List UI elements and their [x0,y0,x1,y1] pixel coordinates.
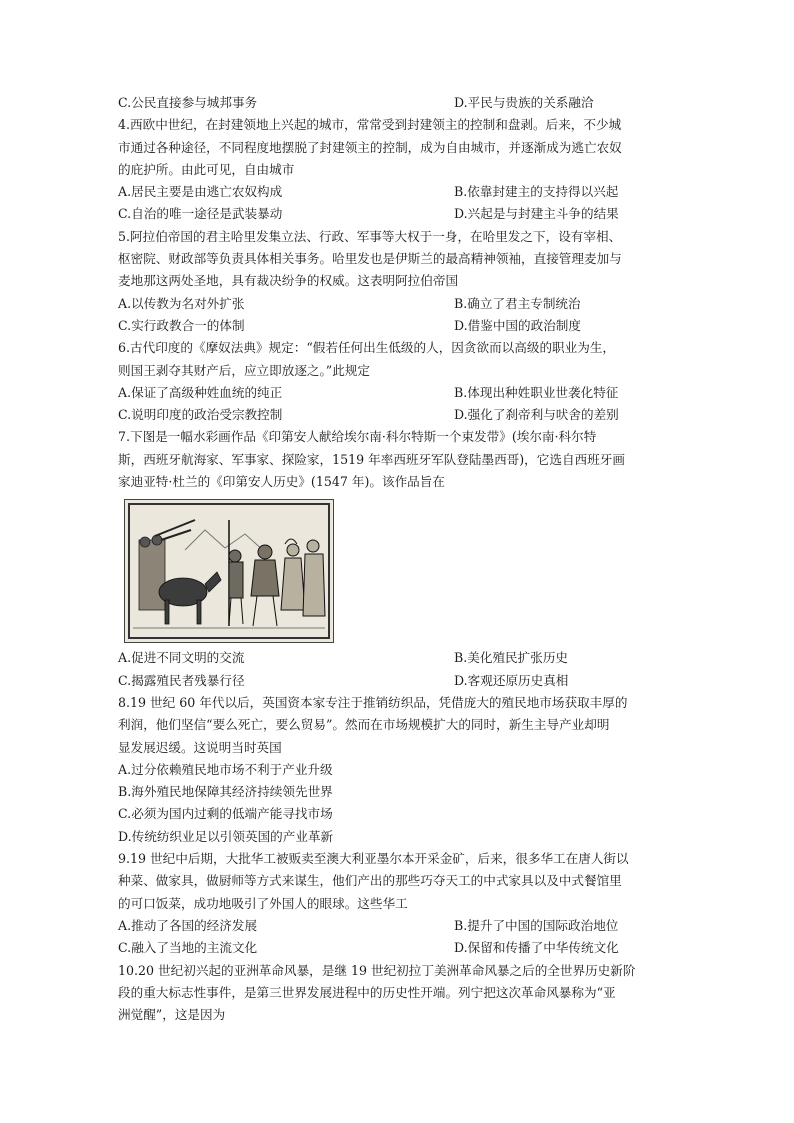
q8-option-b[interactable]: B.海外殖民地保障其经济持续领先世界 [118,784,333,800]
q4-stem-line: 4.西欧中世纪，在封建领地上兴起的城市，常常受到封建领主的控制和盘剥。后来，不少城 [118,117,622,133]
q6-option-a[interactable]: A.保证了高级种姓血统的纯正 [118,384,283,400]
q8-stem-line: 显发展迟缓。这说明当时英国 [118,739,282,755]
q4-option-c[interactable]: C.自治的唯一途径是武装暴动 [118,206,283,222]
q7-option-c[interactable]: C.揭露殖民者残暴行径 [118,672,245,688]
q5-option-c[interactable]: C.实行政教合一的体制 [118,317,245,333]
question-9 [118,848,678,959]
q6-options-cd [118,404,678,426]
q6-option-b[interactable]: B.体现出种姓职业世袭化特征 [454,384,619,400]
q7-options-cd [118,670,678,692]
q3-options-cd [118,92,678,114]
q5-option-d[interactable]: D.借鉴中国的政治制度 [454,317,581,333]
q9-options-ab [118,915,678,937]
q7-stem-line: 家迪亚特·杜兰的《印第安人历史》(1547 年)。该作品旨在 [118,474,445,490]
q9-option-a[interactable]: A.推动了各国的经济发展 [118,917,258,933]
question-7 [118,426,678,691]
q4-option-a[interactable]: A.居民主要是由逃亡农奴构成 [118,184,283,200]
q7-stem-line: 斯，西班牙航海家、军事家、探险家，1519 年率西班牙军队登陆墨西哥)，它选自西班牙画 [118,451,625,467]
q7-options-ab [118,647,678,669]
q6-stem-line: 则国王剥夺其财产后，应立即放逐之。”此规定 [118,362,371,378]
q8-option-a[interactable]: A.过分依赖殖民地市场不利于产业升级 [118,761,333,777]
watercolor-illustration-image [125,500,333,642]
q10-stem-line: 10.20 世纪初兴起的亚洲革命风暴，是继 19 世纪初拉丁美洲革命风暴之后的全世界历史新阶 [118,962,636,978]
q9-option-d[interactable]: D.保留和传播了中华传统文化 [454,940,619,956]
q9-stem-line: 9.19 世纪中后期，大批华工被贩卖至澳大利亚墨尔本开采金矿，后来，很多华工在唐人街以 [118,851,629,867]
q7-option-b[interactable]: B.美化殖民扩张历史 [454,650,569,666]
q5-stem-line: 5.阿拉伯帝国的君主哈里发集立法、行政、军事等大权于一身，在哈里发之下，设有宰相、 [118,228,622,244]
q8-stem-line: 利润，他们坚信“要么死亡，要么贸易”。然而在市场规模扩大的同时，新生主导产业却明 [118,717,610,733]
q5-stem-line: 麦地那这两处圣地，具有裁决纷争的权威。这表明阿拉伯帝国 [118,273,459,289]
q9-stem-line: 种菜、做家具，做厨师等方式来谋生，他们产出的那些巧夺天工的中式家具以及中式餐馆里 [118,873,622,889]
q8-stem-line: 8.19 世纪 60 年代以后，英国资本家专注于推销纺织品，凭借庞大的殖民地市场获取丰厚的 [118,694,628,710]
q4-option-b[interactable]: B.依靠封建主的支持得以兴起 [454,184,619,200]
question-10 [118,960,678,1027]
q7-option-a[interactable]: A.促进不同文明的交流 [118,650,245,666]
q9-options-cd [118,937,678,959]
q10-stem-line: 洲觉醒”，这是因为 [118,1007,226,1023]
q8-option-d[interactable]: D.传统纺织业足以引领英国的产业革新 [118,828,334,844]
q5-option-a[interactable]: A.以传教为名对外扩张 [118,295,245,311]
q6-options-ab [118,382,678,404]
q4-stem-line: 的庇护所。由此可见，自由城市 [118,161,295,177]
question-4 [118,114,678,225]
q9-option-b[interactable]: B.提升了中国的国际政治地位 [454,917,619,933]
q9-stem-line: 的可口饭菜，成功地吸引了外国人的眼球。这些华工 [118,895,408,911]
q3-option-d[interactable]: D.平民与贵族的关系融洽 [454,95,594,110]
question-5 [118,226,678,337]
q5-stem-line: 枢密院、财政部等负责具体相关事务。哈里发也是伊斯兰的最高精神领袖，直接管理麦加与 [118,251,622,267]
q4-options-cd [118,203,678,225]
q6-stem-line: 6.古代印度的《摩奴法典》规定：“假若任何出生低级的人，因贪欲而以高级的职业为生， [118,340,616,356]
q8-option-c[interactable]: C.必须为国内过剩的低端产能寻找市场 [118,806,333,822]
q9-option-c[interactable]: C.融入了当地的主流文化 [118,940,258,956]
q3-option-c[interactable]: C.公民直接参与城邦事务 [118,95,258,110]
watercolor-illustration [124,499,334,643]
exam-page [118,92,678,1026]
question-8 [118,692,678,848]
q7-option-d[interactable]: D.客观还原历史真相 [454,672,569,688]
q5-options-cd [118,315,678,337]
q5-options-ab [118,293,678,315]
q6-option-d[interactable]: D.强化了刹帝利与吠舍的差别 [454,407,619,423]
q4-option-d[interactable]: D.兴起是与封建主斗争的结果 [454,206,619,222]
q6-option-c[interactable]: C.说明印度的政治受宗教控制 [118,407,283,423]
q10-stem-line: 段的重大标志性事件，是第三世界发展进程中的历史性开端。列宁把这次革命风暴称为“亚 [118,984,616,1000]
q4-stem-line: 市通过各种途径，不同程度地摆脱了封建领主的控制，成为自由城市，并逐渐成为逃亡农奴 [118,139,622,155]
question-6 [118,337,678,426]
q5-option-b[interactable]: B.确立了君主专制统治 [454,295,581,311]
q7-stem-line: 7.下图是一幅水彩画作品《印第安人献给埃尔南·科尔特斯一个束发带》(埃尔南·科尔特 [118,429,597,445]
q4-options-ab [118,181,678,203]
